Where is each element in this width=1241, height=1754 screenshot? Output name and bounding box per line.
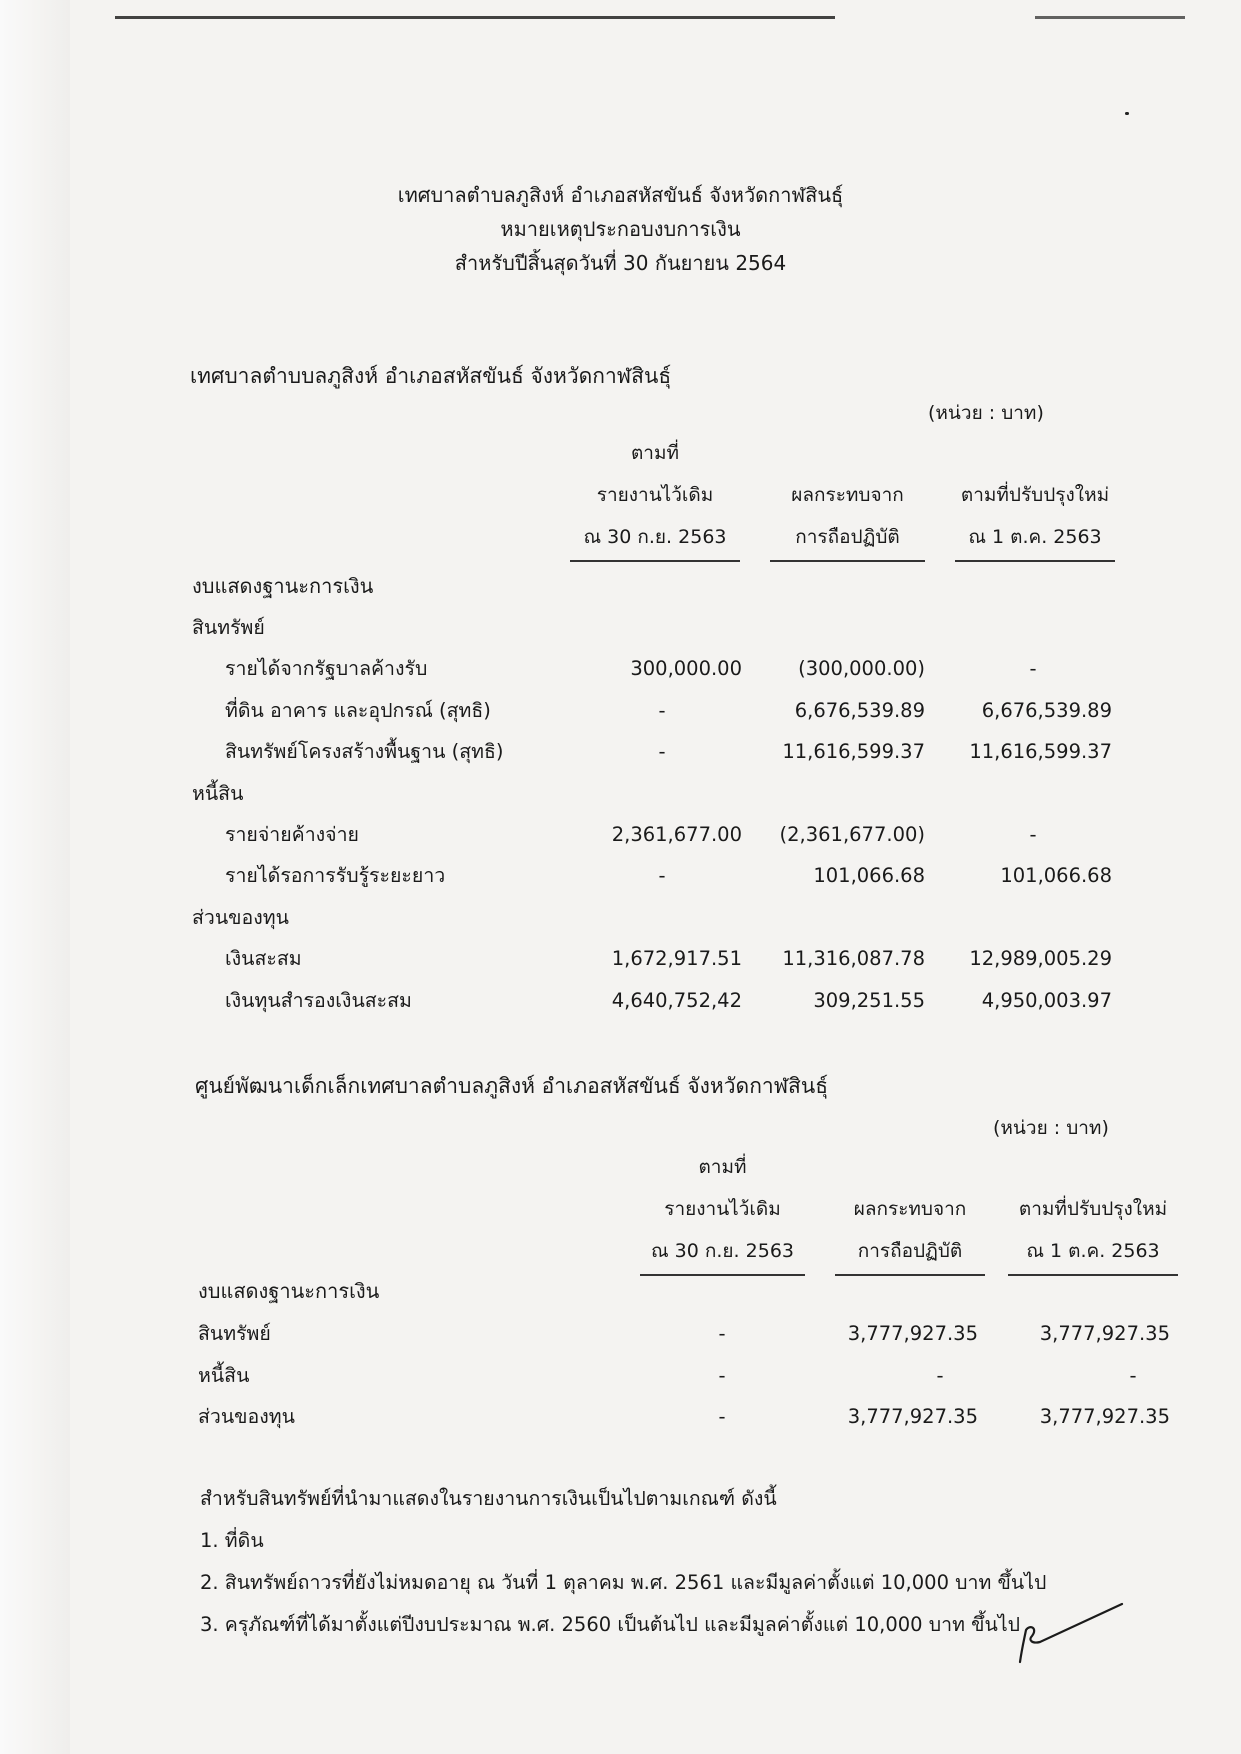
row-value-c2: (300,000.00) (798, 657, 925, 681)
table-row (0, 612, 1241, 646)
top-rule-left (115, 16, 835, 19)
row-label: รายจ่ายค้างจ่าย (225, 823, 359, 846)
section2-unit: (หน่วย : บาท) (993, 1117, 1109, 1139)
table-row (0, 943, 1241, 977)
section2-col2-header: ผลกระทบจาก การถือปฏิบัติ (835, 1188, 985, 1276)
row-label: สินทรัพย์ (198, 1322, 271, 1345)
table-row (0, 1360, 1241, 1394)
row-value-c3: 3,777,927.35 (1039, 1405, 1170, 1428)
row-label: ส่วนของทุน (192, 905, 289, 929)
header-line-2: หมายเหตุประกอบงบการเงิน (500, 217, 741, 241)
row-value-c3: 11,616,599.37 (969, 740, 1112, 764)
row-label: สินทรัพย์โครงสร้างพื้นฐาน (สุทธิ) (225, 740, 504, 764)
table-row (0, 1401, 1241, 1435)
document-header (0, 178, 1241, 280)
row-label: หนี้สิน (198, 1363, 250, 1387)
table-row (0, 653, 1241, 687)
row-value-c2: 309,251.55 (813, 988, 925, 1012)
row-value-c3: 3,777,927.35 (1039, 1322, 1170, 1345)
row-value-c1: 4,640,752,42 (611, 988, 742, 1012)
row-value-c1: - (718, 1363, 726, 1387)
row-value-c2: (2,361,677.00) (779, 823, 925, 846)
row-value-c2: - (936, 1363, 944, 1387)
section1-statement-title: งบแสดงฐานะการเงิน (192, 574, 374, 598)
row-value-c2: 11,316,087.78 (782, 947, 925, 971)
row-value-c3: 101,066.68 (1000, 864, 1112, 888)
row-label: รายได้รอการรับรู้ระยะยาว (225, 864, 446, 888)
scan-speck (1125, 112, 1129, 115)
row-value-c2: 101,066.68 (813, 864, 925, 888)
notes-item-3: 3. ครุภัณฑ์ที่ได้มาตั้งแต่ปีงบประมาณ พ.ศ. 2560 เป็นต้นไป และมีมูลค่าตั้งแต่ 10,000 บาท ขึ้นไป (200, 1613, 1021, 1636)
row-value-c1: - (658, 698, 666, 722)
section2-col3-header: ตามที่ปรับปรุงใหม่ ณ 1 ต.ค. 2563 (1008, 1188, 1178, 1276)
row-value-c3: - (1129, 1363, 1137, 1387)
signature-mark (1010, 1600, 1130, 1670)
row-label: ที่ดิน อาคาร และอุปกรณ์ (สุทธิ) (225, 698, 491, 722)
row-value-c1: - (658, 864, 666, 888)
row-label: รายได้จากรัฐบาลค้างรับ (225, 657, 428, 681)
row-value-c1: 2,361,677.00 (611, 823, 742, 846)
section2-title: ศูนย์พัฒนาเด็กเล็กเทศบาลตำบลภูสิงห์ อำเภอสหัสขันธ์ จังหวัดกาฬสินธุ์ (195, 1074, 829, 1098)
notes-item-2: 2. สินทรัพย์ถาวรที่ยังไม่หมดอายุ ณ วันที่ 1 ตุลาคม พ.ศ. 2561 และมีมูลค่าตั้งแต่ 10,000 บาท ขึ้นไป (200, 1571, 1047, 1594)
section1-col2-header: ผลกระทบจาก การถือปฏิบัติ (770, 474, 925, 562)
section2-statement-title: งบแสดงฐานะการเงิน (198, 1279, 380, 1303)
section1-col3-header: ตามที่ปรับปรุงใหม่ ณ 1 ต.ค. 2563 (955, 474, 1115, 562)
row-value-c1: 300,000.00 (630, 657, 742, 681)
table-row (0, 736, 1241, 770)
table-row (0, 778, 1241, 812)
row-label: สินทรัพย์ (192, 616, 265, 639)
row-value-c3: 12,989,005.29 (969, 947, 1112, 971)
row-value-c3: 6,676,539.89 (981, 698, 1112, 722)
row-value-c2: 3,777,927.35 (847, 1322, 978, 1345)
header-line-1: เทศบาลตำบลภูสิงห์ อำเภอสหัสขันธ์ จังหวัดกาฬสินธุ์ (397, 183, 844, 207)
row-value-c1: 1,672,917.51 (611, 947, 742, 971)
notes (200, 1478, 1046, 1646)
table-row (0, 1318, 1241, 1352)
row-label: เงินสะสม (225, 947, 302, 971)
notes-intro: สำหรับสินทรัพย์ที่นำมาแสดงในรายงานการเงินเป็นไปตามเกณฑ์ ดังนี้ (200, 1487, 777, 1510)
row-label: เงินทุนสำรองเงินสะสม (225, 988, 412, 1012)
table-row (0, 860, 1241, 894)
table-row (0, 985, 1241, 1019)
table-row (0, 819, 1241, 853)
row-value-c2: 3,777,927.35 (847, 1405, 978, 1428)
header-line-3: สำหรับปีสิ้นสุดวันที่ 30 กันยายน 2564 (454, 251, 787, 275)
notes-item-1: 1. ที่ดิน (200, 1529, 264, 1552)
row-value-c1: - (658, 740, 666, 764)
section2-col1-header: ตามที่ รายงานไว้เดิม ณ 30 ก.ย. 2563 (640, 1146, 805, 1276)
section1-col1-header: ตามที่ รายงานไว้เดิม ณ 30 ก.ย. 2563 (570, 432, 740, 562)
row-label: ส่วนของทุน (198, 1405, 295, 1428)
row-value-c2: 6,676,539.89 (794, 698, 925, 722)
table-row (0, 695, 1241, 729)
section1-title: เทศบาลตำบบลภูสิงห์ อำเภอสหัสขันธ์ จังหวัดกาฬสินธุ์ (190, 364, 672, 388)
row-value-c2: 11,616,599.37 (782, 740, 925, 764)
row-value-c1: - (718, 1405, 726, 1428)
row-value-c3: 4,950,003.97 (981, 988, 1112, 1012)
row-value-c1: - (718, 1322, 726, 1345)
row-value-c3: - (1029, 657, 1037, 681)
section1-unit: (หน่วย : บาท) (928, 402, 1044, 424)
table-row (0, 902, 1241, 936)
row-value-c3: - (1029, 823, 1037, 846)
top-rule-right (1035, 16, 1185, 19)
row-label: หนี้สิน (192, 781, 244, 805)
